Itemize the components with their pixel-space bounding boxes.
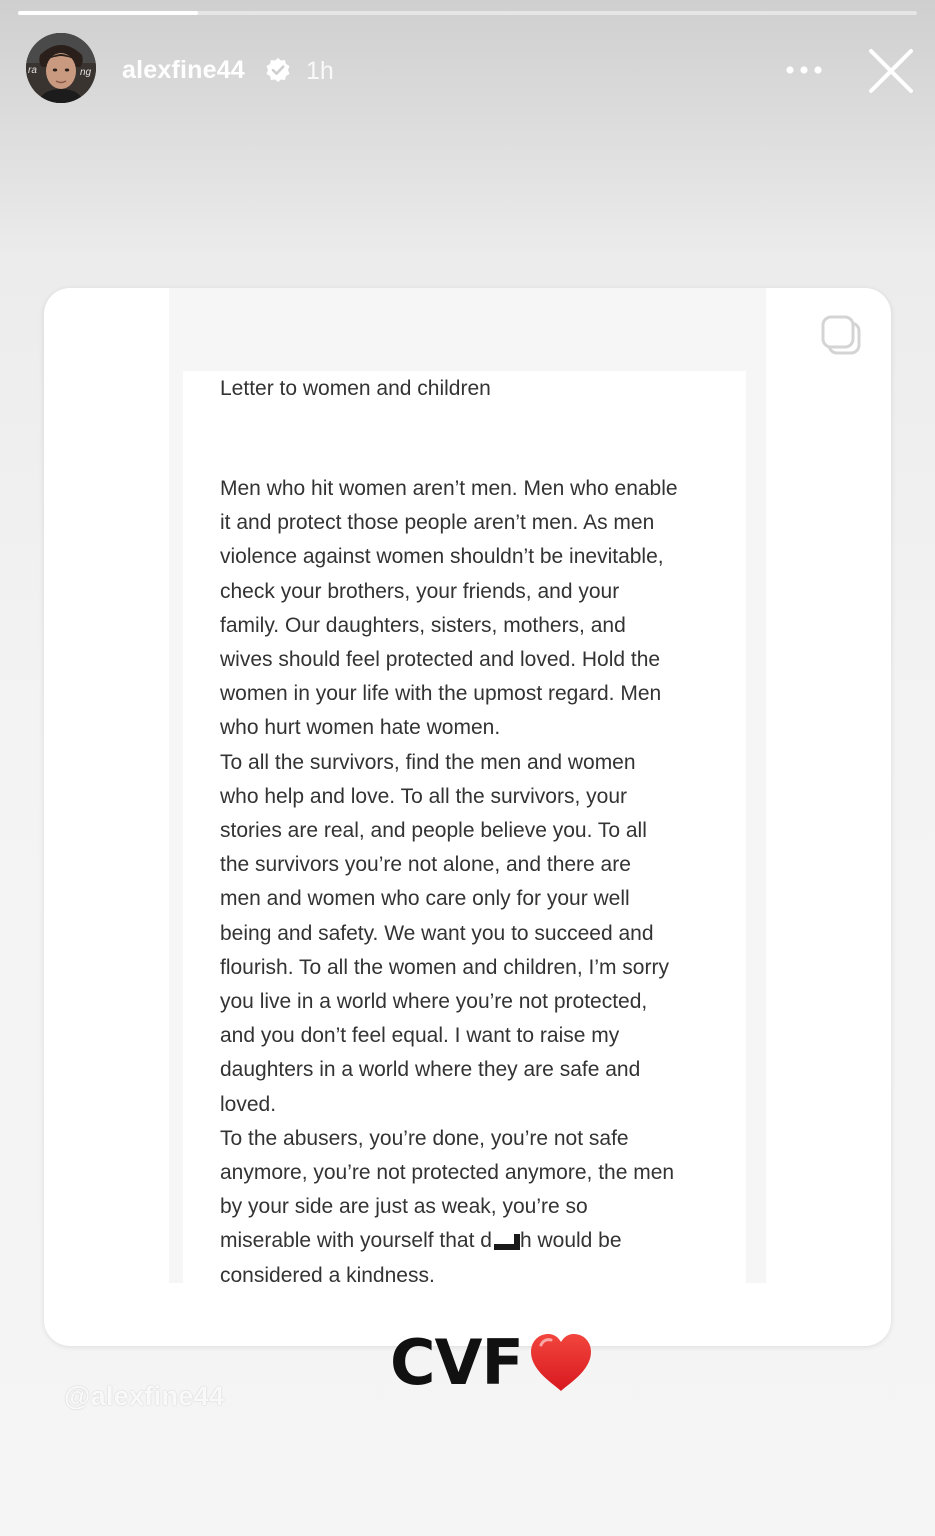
- redaction-mark: [492, 1232, 520, 1250]
- more-horizontal-icon: [780, 52, 828, 88]
- close-icon: [866, 46, 916, 96]
- letter-line: anymore, you’re not protected anymore, the men: [220, 1161, 675, 1185]
- letter-line: you live in a world where you’re not protected,: [220, 990, 648, 1014]
- document-title: Letter to women and children: [220, 377, 491, 400]
- red-heart-icon: [525, 1327, 597, 1399]
- letter-line: it and protect those people aren’t men. As men: [220, 511, 655, 535]
- letter-line: men and women who care only for your well: [220, 887, 630, 911]
- letter-line: Men who hit women aren’t men. Men who enable: [220, 477, 678, 500]
- letter-line: and you don’t feel equal. I want to raise my: [220, 1024, 620, 1048]
- letter-line: stories are real, and people believe you. To all: [220, 819, 647, 843]
- letter-line: the survivors you’re not alone, and there are: [220, 853, 631, 877]
- letter-line: check your brothers, your friends, and your: [220, 579, 620, 603]
- story-progress-fill: [18, 11, 198, 15]
- story-header: [0, 30, 935, 110]
- letter-line: who hurt women hate women.: [220, 716, 501, 740]
- redacted-line-start: miserable with yourself that d: [220, 1229, 492, 1253]
- redacted-line-end: h would be: [519, 1229, 622, 1253]
- letter-line: family. Our daughters, sisters, mothers, and: [220, 613, 626, 637]
- letter-line: being and safety. We want you to succeed and: [220, 921, 654, 945]
- letter-line: daughters in a world where they are safe and: [220, 1058, 641, 1082]
- avatar[interactable]: [26, 33, 96, 103]
- close-button[interactable]: [866, 46, 916, 96]
- letter-line: who help and love. To all the survivors, your: [220, 784, 627, 808]
- mention-watermark[interactable]: @alexfine44: [64, 1381, 225, 1411]
- letter-line: loved.: [220, 1092, 277, 1116]
- story-progress-bar: [18, 11, 917, 15]
- letter-line: To the abusers, you’re done, you’re not safe: [220, 1126, 629, 1150]
- letter-line-redacted: [220, 1224, 740, 1258]
- letter-line: To all the survivors, find the men and women: [220, 750, 636, 774]
- sticker-text: CVF: [390, 1326, 523, 1399]
- letter-line: flourish. To all the women and children, I’m sorry: [220, 955, 669, 979]
- svg-text:ra: ra: [28, 65, 37, 76]
- username[interactable]: alexfine44: [122, 56, 245, 84]
- svg-text:ng: ng: [80, 67, 92, 78]
- more-options-button[interactable]: [780, 52, 828, 88]
- letter-line: by your side are just as weak, you’re so: [220, 1195, 588, 1219]
- letter-line: considered a kindness.: [220, 1263, 435, 1287]
- letter-line: violence against women shouldn’t be inevitable,: [220, 545, 664, 569]
- letter-line: women in your life with the upmost regard. Men: [220, 682, 662, 706]
- letter-line: wives should feel protected and loved. Hold the: [220, 648, 661, 672]
- shared-post-card[interactable]: [44, 288, 891, 1346]
- post-time: 1h: [306, 57, 334, 85]
- letter-text: [220, 472, 740, 1293]
- text-sticker: [390, 1326, 597, 1400]
- carousel-stack-icon: [820, 314, 866, 360]
- verified-badge-icon: [265, 57, 291, 83]
